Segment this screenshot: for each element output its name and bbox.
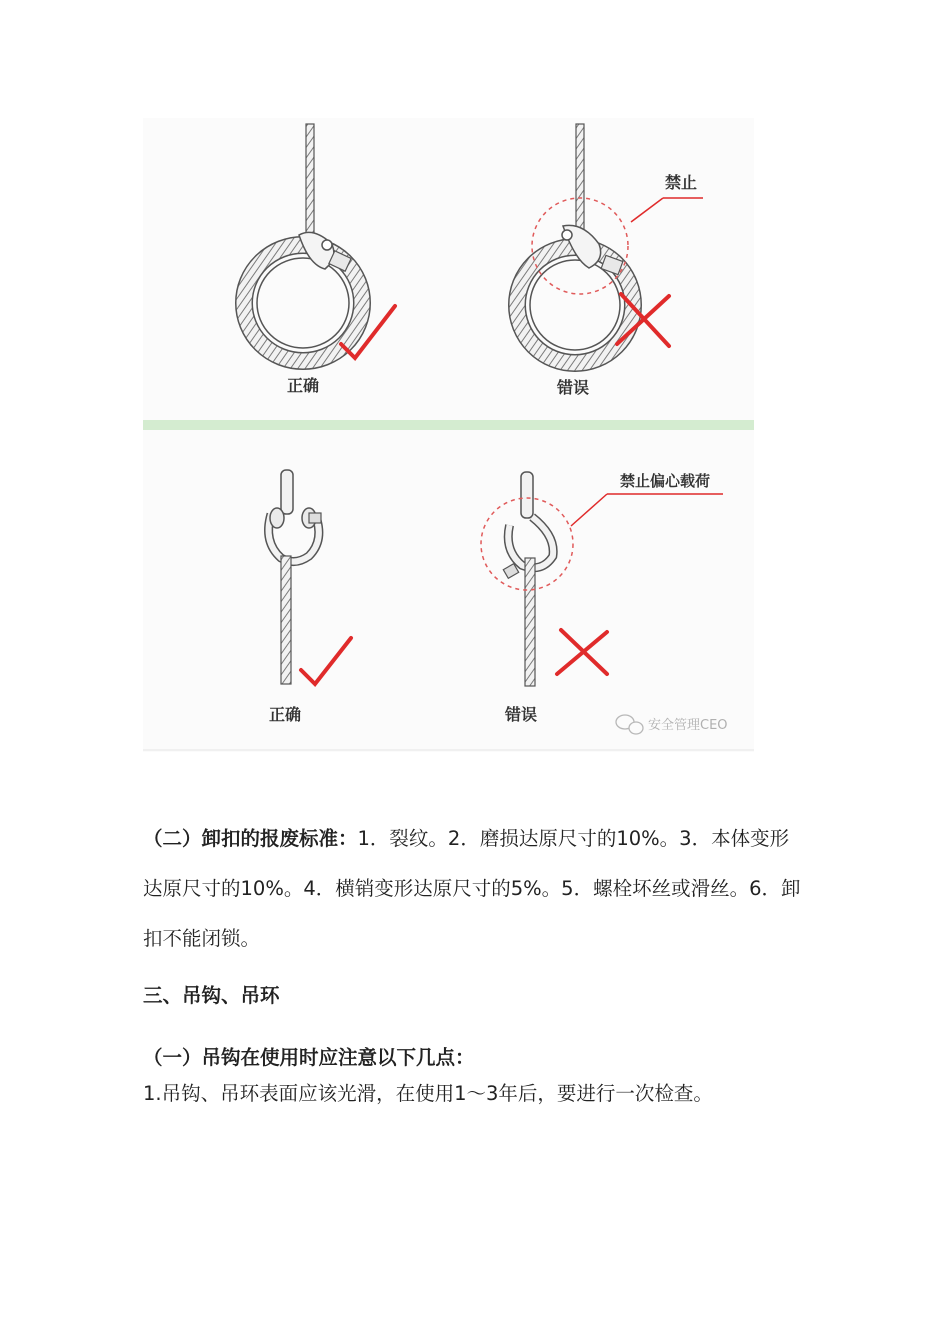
correct-shackle xyxy=(269,470,321,684)
checkmark-icon xyxy=(301,638,351,684)
top-wrong-label: 错误 xyxy=(556,378,590,397)
shackle-scrap-paragraph xyxy=(143,814,803,964)
hook-use-heading: （一）吊钩在使用时应注意以下几点： xyxy=(143,1046,475,1069)
wrong-wire-loop xyxy=(517,124,633,363)
rigging-illustration xyxy=(143,118,754,752)
top-callout-arrow xyxy=(631,198,663,222)
watermark-text: 安全管理CEO xyxy=(648,718,728,733)
wrong-shackle xyxy=(481,472,573,686)
hook-use-item-1: 1.吊钩、吊环表面应该光滑，在使用1～3年后，要进行一次检查。 xyxy=(143,1082,713,1105)
top-correct-label: 正确 xyxy=(286,376,320,395)
cross-icon xyxy=(557,630,607,674)
bottom-callout-arrow xyxy=(571,494,607,526)
section3-title: 三、吊钩、吊环 xyxy=(143,984,280,1007)
bottom-callout-text: 禁止偏心载荷 xyxy=(619,472,711,490)
bottom-correct-label: 正确 xyxy=(268,705,302,724)
correct-wire-loop xyxy=(244,124,362,361)
shackle-scrap-heading: （二）卸扣的报废标准： xyxy=(143,827,358,850)
top-callout-text: 禁止 xyxy=(664,173,698,192)
bottom-wrong-label: 错误 xyxy=(504,705,538,724)
rigging-diagram xyxy=(143,118,754,752)
panel-divider xyxy=(143,420,754,430)
wechat-icon xyxy=(616,715,643,734)
shackle-scrap-body: 1．裂纹。2．磨损达原尺寸的10%。3．本体变形达原尺寸的10%。4．横销变形达原尺寸的5%。5．螺栓坏丝或滑丝。6．卸扣不能闭锁。 xyxy=(143,827,801,950)
